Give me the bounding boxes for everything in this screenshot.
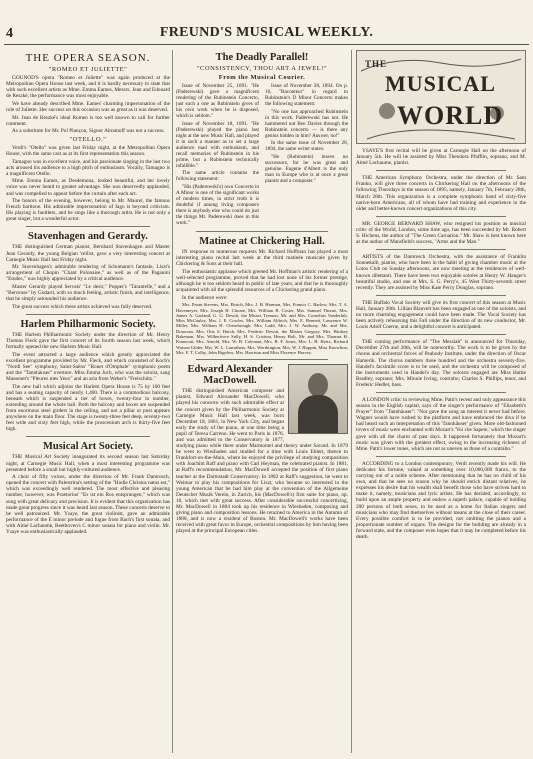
paragraph: Master Gerardy played Servais' "Le desir," Popper's "Tarantelle," and a "Berceuse" by Godard, with so much feeling, artistic finish, and intelligence, that he simply astounded his audience. <box>6 284 170 303</box>
header-rule <box>4 44 529 45</box>
musical-art-title: Musical Art Society. <box>42 441 134 453</box>
paragraph: "He (Rubinstein) leaves no successors, for he was great and genuine. Eugene d'Albert is the only man in Europe who is at once a great pianist and a composer." <box>265 153 348 184</box>
paragraph: The enthusiastic applause which greeted Mr. Hoffman's artistic rendering of a well-selected programme, proved that he had lost none of his former prestige, although he is too seldom heard in public of late years, and that he is thoroughly acquainted with all the splendid resources of a Chickering grand piano. <box>176 268 348 294</box>
parallel-source: From the Musical Courier. <box>218 74 306 81</box>
paragraph: Issue of November 25, 1891. "He (Paderewski) gave a magnificent rendering of the Rubinstein Concerto, just such a one as Rubinstein gives of his own work when he is disposed, which is seldom." <box>176 83 259 119</box>
parallel-subtitle: "CONSISTENCY, THOU ART A JEWEL!" <box>196 65 328 72</box>
logo-word-musical: MUSICAL <box>385 71 496 96</box>
masthead: FREUND'S MUSICAL WEEKLY. <box>159 25 374 40</box>
paragraph: As a substitute for Mr. Pol Plançon, Signor Abramoff was not a success. <box>12 128 165 135</box>
paragraph: ACCORDING to a London contemporary, Verdi recently made his will. He dedicates his fortune, valued at something over 10,000,000 francs, to the carrying out of a noble scheme. After mentioning that he has no child of his own, and that he sees no reason why he should enrich distant relatives, he expresses his desire that his wealth shall benefit those who have striven hard to make it, namely, musicians and lyric artists. He has decided, accordingly, to build upon an ample property and endow a superb palace, capable of holding 200 persons of both sexes, to be used as a home for Italian singers and musicians who may find themselves without means at the close of their career. Every possible comfort is to be provided, not omitting the pianos and a proportionate number of organs. The designs for the building are already in a forward state, and the composer even hopes that it may be completed before his death. <box>356 460 526 540</box>
paragraph: The great success which these artists achieved was fully deserved. <box>12 303 153 310</box>
paragraph: THE distinguished American composer and pianist, Edward Alexander MacDowell, who played his concerto with such admirable effect at the concert given by the Philharmonic Society at Carnegie Music Hall last week, was born December 18, 1861, in New York City, and began early the study of the piano, at one time being a pupil of Teresa Carreno. He went to Paris in 1876, and was admitted to the Conservatory in 1877, studying piano while there under Marmontel and theory under Savard. In 1879 he went to Wiesbaden and studied for a time with Louis Ehlert, thence to Frankfort-on-the-Main, where he enjoyed the privilege of studying composition with Joachim Raff and piano with Carl Heyman, the celebrated pianist. In 1881, at Raff's recommendation, Mr. MacDowell accepted the position of first piano teacher at the Darmstadt Conservatory. In 1882 at Raff's suggestion, he went to Weimar to play his compositions for Liszt, who became so interested in the young American that he had him play at the convention of the Allgemeine Deutscher Musik Verein, in Zurich, his (MacDowell's) first suite for piano, op. 10, which met with great success. After considerable successful concertizing, Mr. MacDowell in 1884 took up his residence in Wiesbaden, composing and giving piano and composition lessons. He returned to America in the Autumn of 1888, and is now a resident of Boston. Mr. MacDowell's works have been received with great favor in Europe, orchestral compositions by him having been played at the principal European cities. <box>176 388 348 535</box>
parallel-title: The Deadly Parallel! <box>215 52 309 63</box>
paragraph: Mme. Emma Eames, as Desdemona, looked beautiful, and her lovely voice was never heard to greater advantage. She was deservedly applauded, and was compelled to appear before the curtain after each act. <box>6 178 170 197</box>
column-right <box>356 50 526 753</box>
section-rule <box>376 170 506 171</box>
section-rule <box>376 295 506 296</box>
paragraph: We have already described Mme. Eames' charming impersonation of the role of Juliette. Her success on this occasion was as great as it was deserved. <box>6 100 170 113</box>
attendee-list: Mrs. Paran Stevens, Mrs. Ehrich, Mrs. J. H. Harmon, Mrs. Francis C. Barlow, Mrs. T. A. Havemeyer, Mrs. Joseph H. Choate, Mrs. William B. Coster, Mrs. Samuel Thorne, Mrs. James A. Garland, G. G. Dewitt, the Misses Tremon, Mr. and Mrs. Cornelius Vanderbilt, Miss McCauley, Mrs. J. E. Cowles, Mrs. William Aldrich, Mrs. E. Bennett, Lawrence W. Miller, Mrs. William H. Chesebrough, Mrs. Ladd, Mrs. J. W. Anthony, Mr. and Mrs. Donovan, Mrs. Otis S. Hatch, Mrs. Frederic Dewitt, the Misses Gregory, Mrs. Birdsey Bakeman, Mrs. Wilberforce Sully, H. S. Cristion, Henry Holt, Mr. and Mrs. Thomas H. Kinnicutt, Mrs. Arnold, Mrs. W. B. Coleman, Mrs. B. F. Jones, Mrs. L. H. Hertz, Richard Watson Gilder, Mrs. W. L. Carruthers, Mrs. Worthington, Mrs. W. J. Hoppin, Miss Knowlton, Mrs. F. T. Colby, John Bigelow, Mrs. Harrison and Miss Florence Harvey. <box>176 302 348 355</box>
section-rule <box>376 334 506 335</box>
opera-subtitle: "ROMEO ET JULIETTE" <box>48 66 128 73</box>
paragraph: Issue of November 28, 1894. On p. 10, "Raconteur" in regard to Rubinstein's D Minor Concerto makes the following statement: <box>265 83 348 107</box>
paragraph: THE Harlem Philharmonic Society under the direction of Mr. Henry Thomas Fleck gave the first concert of its fourth season last week, which formally opened the new Harlem Music Hall. <box>6 331 170 351</box>
paragraph: THE Musical Art Society inaugurated its second season last Saturday night, at Carnegie Music Hall, when a most interesting programme was presented before a small but highly-cultured audience. <box>6 454 170 473</box>
edward-title: Edward Alexander MacDowell. <box>187 364 273 387</box>
section-rule <box>196 231 328 232</box>
paragraph: MR. GEORGE BERNARD SHAW, who resigned his position as musical critic of the World, London, some time ago, has been succeeded by Mr. Robert S. Hichens, the author of "The Green Carnation." Mr. Shaw is best known here as the author of Mansfield's success, "Arms and the Man." <box>356 220 526 246</box>
column-left <box>6 50 170 753</box>
musical-world-logo <box>356 50 526 144</box>
section-rule <box>376 392 506 393</box>
logo-word-world: WORLD <box>397 101 504 130</box>
section-rule <box>376 456 506 457</box>
section-rule <box>26 226 150 227</box>
paragraph: Mr. Jean de Reszké's ideal Romeo is too well known to call for further comment. <box>6 114 170 127</box>
paragraph: "His (Paderewski's) own Concerto in A Minor is one of the significant works of modern times, in strict truth it is doubtful if among living composers there is anybody else who could do just the things Mr. Paderewski does in this work." <box>176 183 259 226</box>
paragraph: The event attracted a large audience which greatly appreciated the excellent programme provided by Mr. Fleck, and which consisted of Koch's "Nordi See" symphony, Saint-Saëns' "Rouet d'Omphale" symphonic poem and the "Tannhäuser" overture. Miss Emma Juch, who was the soloist, sang Massenet's "Pleurez mes Yeux" and an aria from Weber's "Freischütz." <box>6 351 170 383</box>
section-rule <box>376 249 506 250</box>
paragraph: ARTISTS of the Damrosch Orchestra, with the assistance of Franklin Sonnekalb, pianist, who have been in the habit of giving chamber music at the Lotos Club on Sunday afternoons, are now meeting at the residences of well-known dilettanti. There have been two enjoyable soirées at Henry W. Hanger's beautiful studio, and one at Mrs. S. G. Perry's, 45 West Thirty-seventh street recently. They are assisted by Miss Kate Percy Douglas, soprano. <box>356 254 526 291</box>
otello-subtitle: "OTELLO." <box>69 135 107 143</box>
paragraph: In the same issue of November 28, 1894, the same writer states: <box>265 140 348 152</box>
section-rule <box>26 436 150 437</box>
paragraph: THE coming performance of "The Messiah" is announced for Thursday, December 27th and 28th, will be noteworthy. The work is to be given by the chorus and orchestral forces of Peabody Institute, under the direction of Oscar Hamerik. The chorus numbers three hundred and the orchestra seventy-five. Handel's facsimile score is to be used, and the orchestra will be composed of the instruments used in Handel's day. The soloists engaged are Miss Hattie Bradley, soprano; Mrs. Minnie Irving, contralto; Charles S. Phillips, tenor, and Frederic Hedler, bass. <box>356 339 526 388</box>
paragraph: Verdi's "Otello" was given last Friday night, at the Metropolitan Opera House, with the same cast as at its first representation this season. <box>6 144 170 157</box>
section-rule <box>196 359 328 360</box>
paragraph: THE distinguished German pianist, Bernhard Stavenhagen and Master Jean Gerardy, the young Belgian 'cellist, gave a very interesting concert at Carnegie Music Hall last Friday night. <box>6 244 170 263</box>
paragraph: THE American Symphony Orchestra, under the direction of Mr. Sam Franko, will give three concerts in Chickering Hall on the afternoons of the following Thursdays in the season of 1895, namely, January 7th, February 28th, March 28th. This organization is a complete symphonic band of sixty-five native-born Americans, all of whom have had training and experience in the older and better-known concert organizations of this city. <box>356 175 526 212</box>
column-middle <box>176 50 348 753</box>
paragraph: GOUNOD'S opera "Romeo et Juliette" was again produced at the Metropolitan Opera House last week, and it is hardly necessary to state that with such excellent artists as Mme. Emma Eames, Messrs. Jean and Edouard de Reszké, the performance was most enjoyable. <box>6 75 170 100</box>
paragraph: A LONDON critic in reviewing Mme. Patti's recent and only appearance this season in the English capital, says of the singer's performance of "Elisabeth's Prayer" from "Tannhäuser": "Nor gave the song an interest it never had before. Wagner would have rushed to the platform and have embraced the diva if he had heard such an interpretation of this 'Tannhäuser' given. More old-fashioned lovers of music were enchanted with Mozart's 'Voi che Sapete,' which the singer gave with all the charm of past days. It happened fortunately that Mozart's music was given with the greatest effect, owing to the increasing richness of Mme. Patti's lower tones, which are not as uneven as those of a contralto." <box>356 397 526 452</box>
macdowell-portrait <box>288 364 348 434</box>
paragraph: "No one has approached Rubinstein in this work. Paderewski has not. He hammered out Ben Davies through the Rubinstein concerto — is there any genius hidden in him? Answer, no!" <box>265 108 348 139</box>
paragraph: In the audience were: <box>182 294 228 301</box>
parallel-right <box>265 83 348 227</box>
matinee-title: Matinee at Chickering Hall. <box>199 236 325 247</box>
paragraph: Tamagno was in excellent voice, and his passionate singing in the last two acts aroused his audience to a high pitch of enthusiasm. Vocally, Tamagno is a magnificent Otello. <box>6 158 170 177</box>
paragraph: Mr. Stavenhagen's admirable rendering of Schumann's fantasie, Liszt's arrangement of Chopin "Chant Polonaise," as well as of the Paganini "Etudes," was highly appreciated by a critical audience. <box>6 264 170 283</box>
paragraph: IN response to numerous requests Mr. Richard Hoffman has played a most interesting piano recital last week at the third matinée musicale given by Chickering & Sons at their hall. <box>176 249 348 268</box>
paragraph: The same article contains the following statement: <box>176 170 259 182</box>
section-rule <box>26 314 150 315</box>
harlem-title: Harlem Philharmonic Society. <box>20 318 156 330</box>
parallel-columns <box>176 83 348 227</box>
section-rule <box>376 216 506 217</box>
paragraph: A choir of fifty voices, under the direction of Mr. Frank Damrosch, opened the concert with Palestrina's setting of the "Hodie Christus natus est," which was exceedingly well rendered. The most effective and pleasing number, however, was Praetorius' "Es ist ein Ros entsprungen," which was sung with great delicacy and precision. It is evident that this organization has made great progress since it was heard last season. These concerts deserve to be well patronized. Mr. Ysaye, the great violinist, gave an admirable performance of the E minor prelude and fugue from Bach's first sonata, and with Aimé Lachaume, Beethoven's C minor sonata for piano and violin. Mr. Ysaye was enthusiastically applauded. <box>6 474 170 536</box>
paragraph: THE Buffalo Vocal Society will give its first concert of this season at Music Hall, January 28th. Lillian Blauvelt has been engaged as one of the soloists, and no more charming engagement could have been made. The Vocal Society has been actively rehearsing this Fall under the direction of its new conductor, Mr. Louis Adolf Coerne, and a delightful concert is anticipated. <box>356 299 526 331</box>
logo-word-the: THE <box>365 59 388 69</box>
page-number: 4 <box>6 26 13 41</box>
parallel-left <box>176 83 259 227</box>
column-divider <box>172 50 173 753</box>
opera-title: THE OPERA SEASON. <box>25 52 151 64</box>
paragraph: The new hall which adjoins the Harlem Opera House is 75 by 100 feet and has a seating capacity of nearly 1,400. There is a commodious balcony, beneath which is suspended a tier of boxes, twenty-four in number, extending around the whole hall. Both the balcony and boxes are suspended from enormous steel girders in the ceiling, and not a pillar or post appears anywhere on the main floor. The stage is twenty-three feet deep, seventy-two feet wide and sixty feet high, while the proscenium arch is thirty-five feet high. <box>6 383 170 433</box>
paragraph: The honors of the evening, however, belong to Mr. Maurel, the famous French baritone. His admirable impersonation of Iago is beyond criticism. His playing is faultless, and he sings like a thorough artist. He is not only a great singer, but a wonderful actor. <box>6 198 170 223</box>
paragraph: YSAYE'S first recital will be given at Carnegie Hall on the afternoon of January 5th. He will be assisted by Miss Theodora Pfafflin, soprano, and M. Aimé Lachaume, pianist. <box>356 148 526 167</box>
paragraph: Issue of November 18, 1891. "He (Paderewski) played the piano last night at the new Music Hall, and played it in such a manner as to set a large audience mad with enthusiasm, and recall memories of Rubinstein in his prime, but a Rubinstein technically infallible." <box>176 120 259 169</box>
stav-title: Stavenhagen and Gerardy. <box>28 231 148 243</box>
column-divider <box>351 50 352 753</box>
